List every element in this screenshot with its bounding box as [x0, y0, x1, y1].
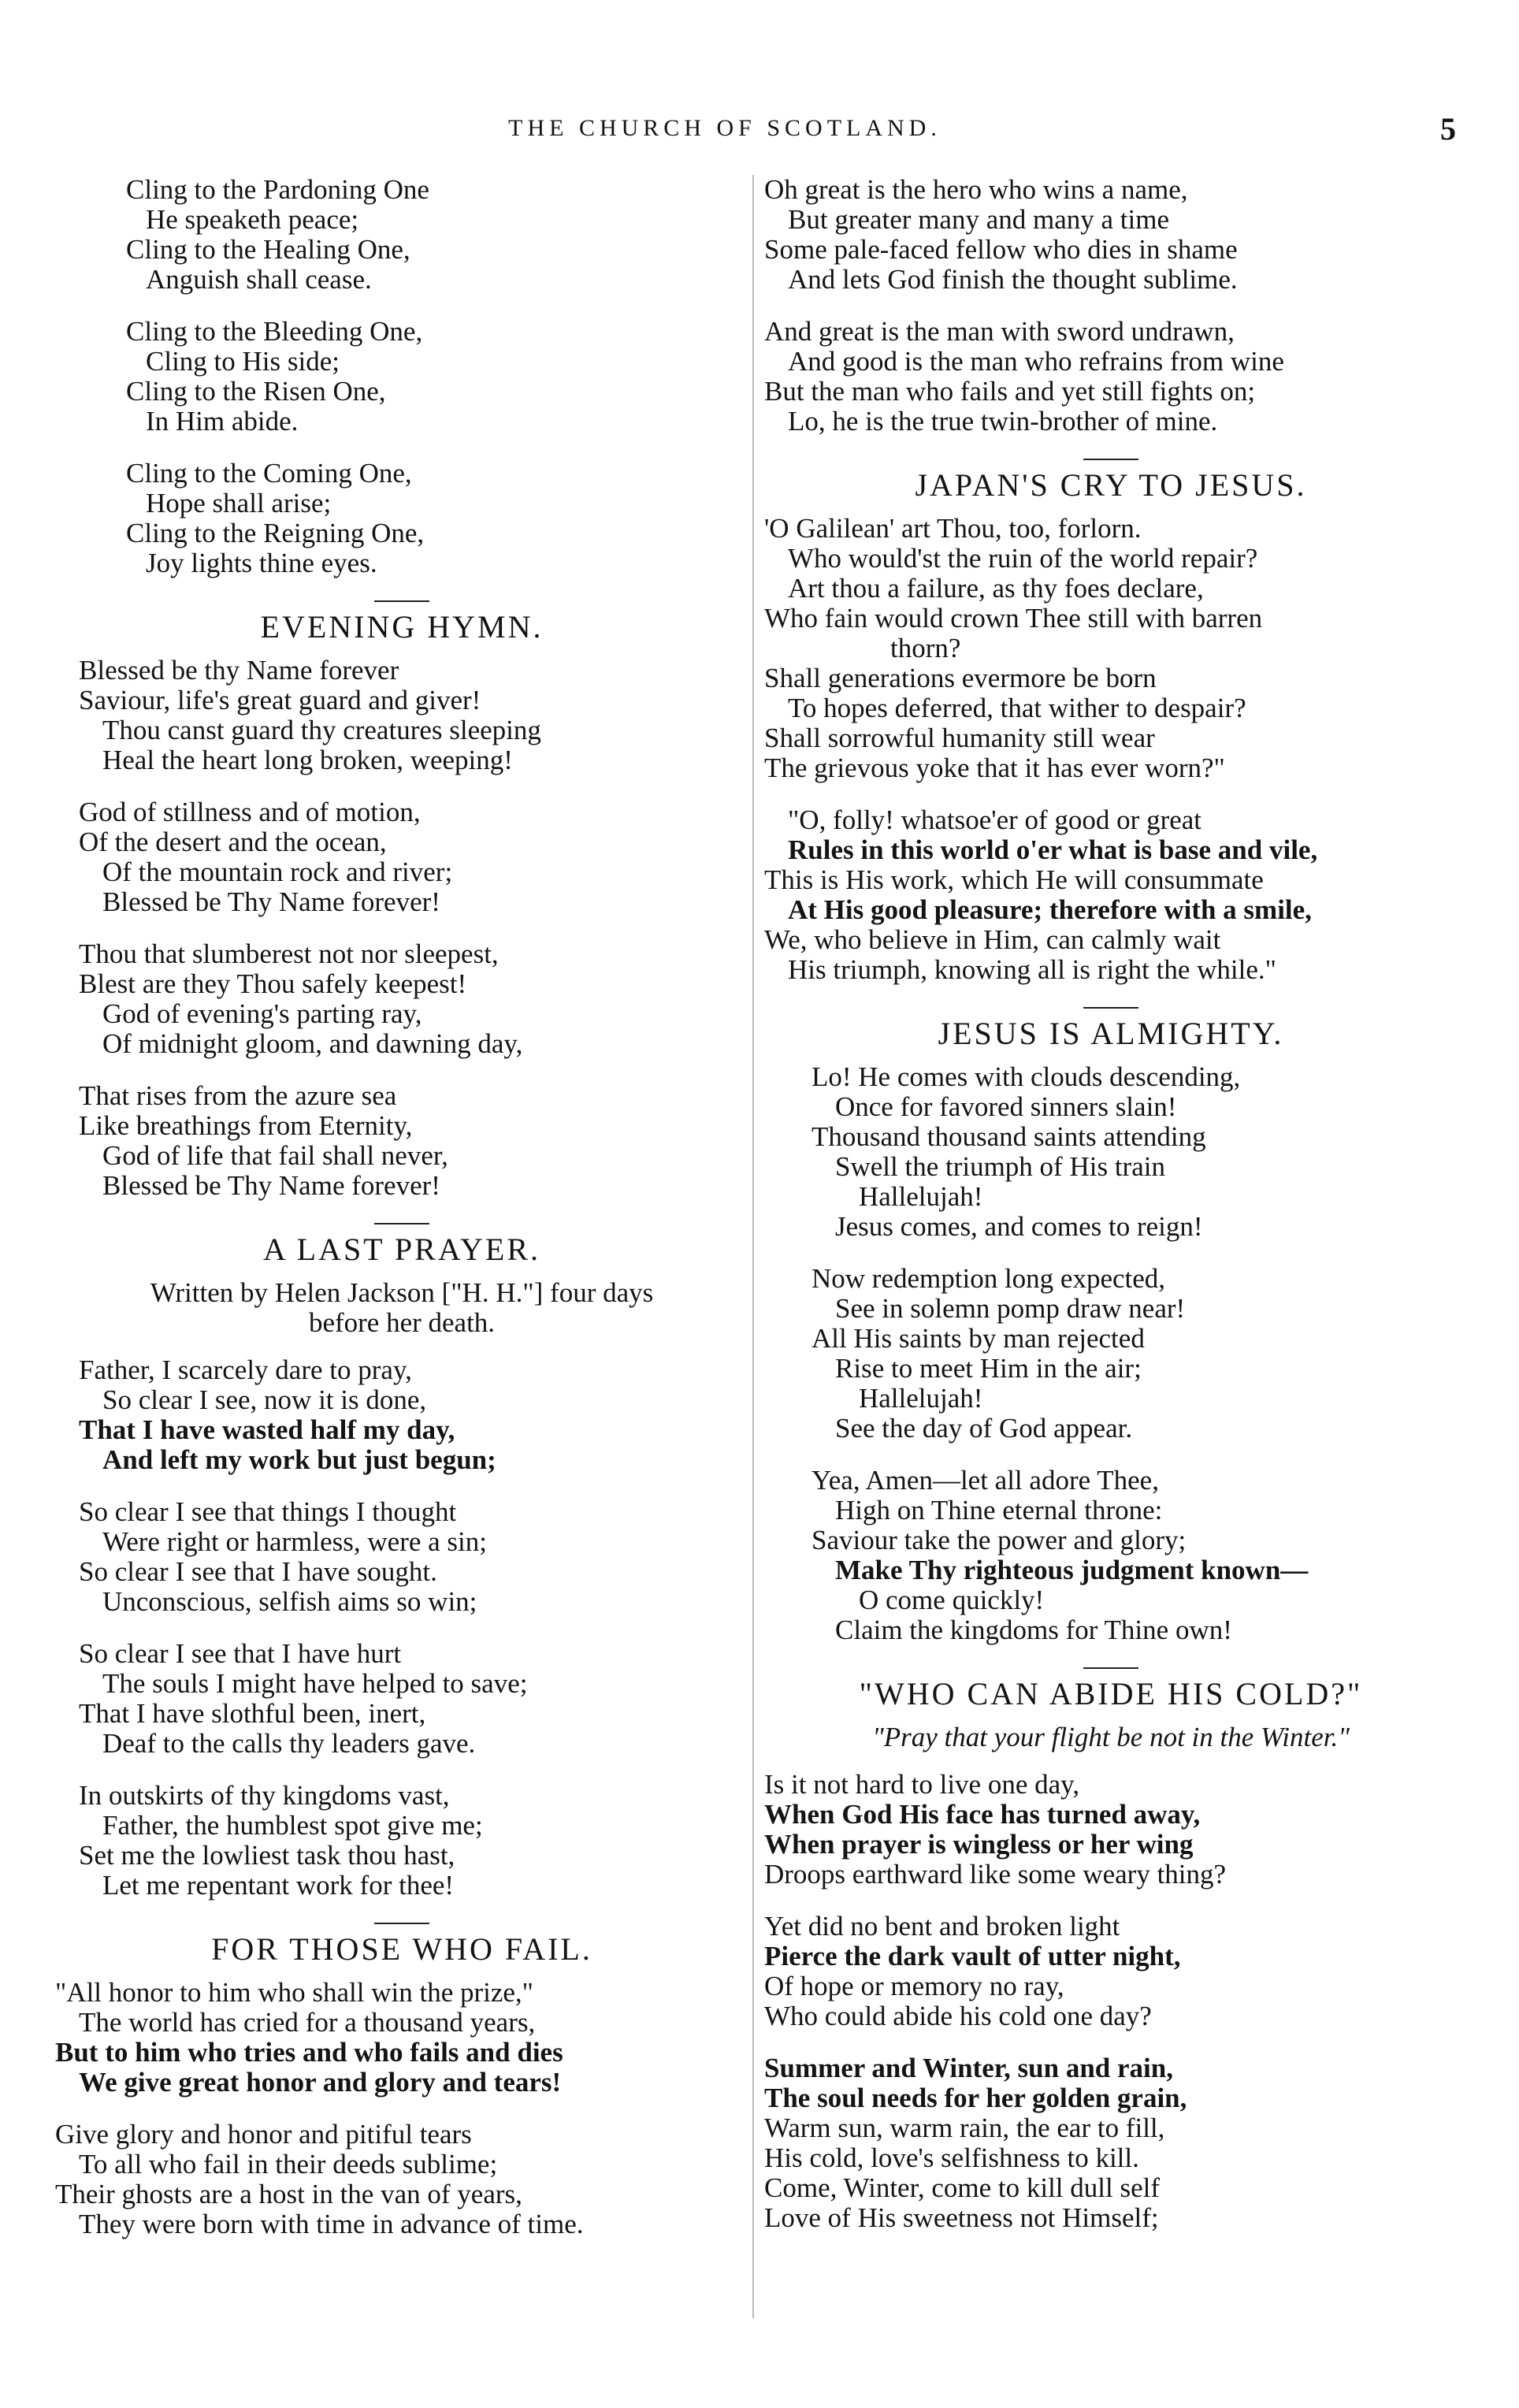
dedication-line: Written by Helen Jackson ["H. H."] four days: [150, 1277, 654, 1308]
poem-line: The grievous yoke that it has ever worn?": [764, 752, 1225, 783]
poem-title: JESUS IS ALMIGHTY.: [764, 1007, 1458, 1051]
poem-line: Yea, Amen—let all adore Thee,: [811, 1465, 1159, 1496]
poem-line: This is His work, which He will consummate: [764, 864, 1264, 895]
poem-line: Give glory and honor and pitiful tears: [55, 2119, 472, 2150]
poem-line: Yet did no bent and broken light: [764, 1911, 1120, 1942]
poem-line: Blessed be Thy Name forever!: [102, 886, 440, 917]
poem-line: Blest are they Thou safely keepest!: [79, 968, 467, 999]
poem-title: "WHO CAN ABIDE HIS COLD?": [764, 1667, 1458, 1711]
poem-line: Cling to the Pardoning One: [126, 174, 429, 205]
poem-line: So clear I see that things I thought: [79, 1496, 457, 1527]
dedication-line: before her death.: [308, 1307, 496, 1338]
poem-line: We, who believe in Him, can calmly wait: [764, 924, 1221, 955]
poem-line: Let me repentant work for thee!: [102, 1870, 455, 1901]
column-divider: [752, 175, 754, 2318]
poem-line: In Him abide.: [146, 406, 299, 437]
poem-line: thorn?: [890, 633, 961, 663]
poem-line: Father, the humblest spot give me;: [102, 1810, 483, 1841]
poem-line: "All honor to him who shall win the prize,": [55, 1977, 533, 2008]
poem-line: Hallelujah!: [859, 1383, 983, 1414]
poem-line: Deaf to the calls thy leaders gave.: [102, 1728, 476, 1759]
poem-dedication: [55, 1278, 748, 1338]
stanza: [764, 1264, 1458, 1444]
poem-line: Rules in this world o'er what is base and vile,: [788, 834, 1318, 865]
poem-title: EVENING HYMN.: [55, 600, 748, 645]
stanza: [55, 1978, 748, 2098]
stanza: [764, 1062, 1458, 1242]
poem-those-who-fail: [55, 1923, 748, 2239]
poem-line: God of evening's parting ray,: [102, 998, 422, 1029]
poem-line: And left my work but just begun;: [102, 1444, 496, 1475]
poem-line: O come quickly!: [859, 1585, 1045, 1615]
poem-line: Set me the lowliest task thou hast,: [79, 1840, 455, 1871]
poem-japan-cry: [764, 459, 1458, 985]
poem-line: And lets God finish the thought sublime.: [788, 264, 1238, 295]
poem-jesus-almighty: [764, 1007, 1458, 1645]
poem-line: Claim the kingdoms for Thine own!: [835, 1615, 1232, 1645]
poem-line: Love of His sweetness not Himself;: [764, 2202, 1159, 2233]
poem-line: Cling to the Risen One,: [126, 376, 386, 407]
poem-line: Cling to His side;: [146, 346, 340, 377]
stanza: [764, 1912, 1458, 2031]
poem-line: So clear I see that I have hurt: [79, 1638, 402, 1669]
stanza: [55, 1355, 748, 1475]
poem-line: Joy lights thine eyes.: [146, 548, 377, 578]
poem-line: Warm sun, warm rain, the ear to fill,: [764, 2113, 1165, 2143]
poem-line: See the day of God appear.: [835, 1413, 1133, 1444]
stanza: [764, 1466, 1458, 1645]
poem-line: High on Thine eternal throne:: [835, 1495, 1163, 1525]
poem-line: "O, folly! whatsoe'er of good or great: [788, 805, 1202, 835]
poem-title: JAPAN'S CRY TO JESUS.: [764, 459, 1458, 503]
poem-line: Shall sorrowful humanity still wear: [764, 723, 1155, 753]
stanza: [764, 805, 1458, 985]
poem-line: Blessed be Thy Name forever!: [102, 1170, 440, 1201]
poem-line: They were born with time in advance of time.: [79, 2209, 584, 2239]
page-number: 5: [1440, 111, 1456, 147]
poem-evening-hymn: [55, 600, 748, 1201]
stanza: [55, 459, 748, 578]
poem-line: Once for favored sinners slain!: [835, 1091, 1177, 1122]
left-column: [55, 175, 748, 2261]
stanza: [55, 175, 748, 295]
poem-line: Is it not hard to live one day,: [764, 1769, 1080, 1800]
poem-line: All His saints by man rejected: [811, 1323, 1145, 1354]
page-header: [0, 110, 1519, 158]
poem-line: Swell the triumph of His train: [835, 1151, 1165, 1182]
poem-line: Saviour, life's great guard and giver!: [79, 685, 481, 715]
poem-line: To hopes deferred, that wither to despair?: [788, 693, 1246, 723]
poem-line: Jesus comes, and comes to reign!: [835, 1211, 1203, 1242]
running-title: THE CHURCH OF SCOTLAND.: [508, 115, 941, 141]
poem-line: Art thou a failure, as thy foes declare,: [788, 573, 1204, 604]
poem-line: But the man who fails and yet still fights on;: [764, 376, 1256, 407]
poem-line: 'O Galilean' art Thou, too, forlorn.: [764, 513, 1142, 544]
poem-line: And great is the man with sword undrawn,: [764, 316, 1235, 347]
poem-epigraph: "Pray that your flight be not in the Winter.": [872, 1722, 1350, 1752]
poem-line: Cling to the Healing One,: [126, 234, 410, 265]
poem-line: So clear I see that I have sought.: [79, 1556, 437, 1587]
stanza: [55, 1639, 748, 1759]
poem-line: He speaketh peace;: [146, 204, 359, 235]
poem-line: Cling to the Coming One,: [126, 458, 412, 489]
poem-line: God of life that fail shall never,: [102, 1140, 448, 1171]
poem-line: Blessed be thy Name forever: [79, 655, 399, 686]
poem-line: That rises from the azure sea: [79, 1080, 397, 1111]
poem-line: Hallelujah!: [859, 1181, 983, 1212]
poem-line: Hope shall arise;: [146, 488, 332, 518]
poem-line: Thousand thousand saints attending: [811, 1121, 1206, 1152]
stanza: [55, 939, 748, 1059]
poem-line: When prayer is wingless or her wing: [764, 1829, 1194, 1860]
poem-line: Summer and Winter, sun and rain,: [764, 2053, 1174, 2083]
stanza: [764, 175, 1458, 295]
poem-line: See in solemn pomp draw near!: [835, 1293, 1186, 1324]
poem-line: Like breathings from Eternity,: [79, 1110, 413, 1141]
right-column: [764, 175, 1458, 2255]
poem-line: Oh great is the hero who wins a name,: [764, 174, 1188, 205]
poem-line: Father, I scarcely dare to pray,: [79, 1354, 412, 1385]
stanza: [55, 656, 748, 775]
stanza: [764, 317, 1458, 437]
poem-line: Cling to the Bleeding One,: [126, 316, 423, 347]
poem-line: At His good pleasure; therefore with a smile,: [788, 894, 1312, 925]
poem-line: We give great honor and glory and tears!: [79, 2067, 562, 2098]
poem-line: That I have wasted half my day,: [79, 1414, 455, 1445]
poem-title: A LAST PRAYER.: [55, 1223, 748, 1267]
stanza: [764, 514, 1458, 783]
poem-line: Rise to meet Him in the air;: [835, 1353, 1142, 1384]
poem-line: Lo, he is the true twin-brother of mine.: [788, 406, 1218, 437]
poem-cling: [55, 175, 748, 578]
poem-line: Thou canst guard thy creatures sleeping: [102, 715, 541, 745]
poem-line: Of the mountain rock and river;: [102, 857, 453, 887]
stanza: [55, 1497, 748, 1617]
poem-line: Make Thy righteous judgment known—: [835, 1555, 1309, 1585]
poem-line: And good is the man who refrains from wine: [788, 346, 1284, 377]
poem-line: In outskirts of thy kingdoms vast,: [79, 1780, 450, 1811]
poem-line: Their ghosts are a host in the van of years,: [55, 2179, 522, 2209]
poem-those-who-fail-continued: [764, 175, 1458, 437]
poem-line: Who could abide his cold one day?: [764, 2001, 1152, 2031]
poem-line: Saviour take the power and glory;: [811, 1525, 1187, 1555]
poem-line: God of stillness and of motion,: [79, 797, 421, 827]
poem-line: Of the desert and the ocean,: [79, 827, 387, 857]
poem-line: So clear I see, now it is done,: [102, 1384, 427, 1415]
stanza: [55, 1781, 748, 1901]
poem-line: Of hope or memory no ray,: [764, 1971, 1064, 2001]
poem-line: The world has cried for a thousand years,: [79, 2007, 536, 2038]
poem-last-prayer: [55, 1223, 748, 1901]
poem-line: Who would'st the ruin of the world repair?: [788, 543, 1258, 574]
poem-line: Thou that slumberest not nor sleepest,: [79, 938, 499, 969]
poem-abide-cold: [764, 1667, 1458, 2233]
poem-line: Come, Winter, come to kill dull self: [764, 2172, 1161, 2203]
poem-line: Lo! He comes with clouds descending,: [811, 1061, 1241, 1092]
poem-line: Who fain would crown Thee still with barren: [764, 603, 1263, 634]
poem-line: Anguish shall cease.: [146, 264, 372, 295]
stanza: [764, 2053, 1458, 2233]
poem-line: The soul needs for her golden grain,: [764, 2083, 1187, 2113]
poem-line: Some pale-faced fellow who dies in shame: [764, 234, 1238, 265]
poem-line: Heal the heart long broken, weeping!: [102, 745, 513, 775]
poem-line: Cling to the Reigning One,: [126, 518, 425, 548]
poem-line: But to him who tries and who fails and dies: [55, 2037, 563, 2068]
poem-line: His cold, love's selfishness to kill.: [764, 2142, 1139, 2173]
poem-line: Droops earthward like some weary thing?: [764, 1859, 1227, 1890]
poem-line: Unconscious, selfish aims so win;: [102, 1586, 477, 1617]
poem-line: To all who fail in their deeds sublime;: [79, 2149, 498, 2179]
stanza: [55, 2120, 748, 2239]
poem-line: Pierce the dark vault of utter night,: [764, 1941, 1181, 1971]
poem-line: Now redemption long expected,: [811, 1263, 1166, 1294]
poem-line: But greater many and many a time: [788, 204, 1170, 235]
stanza: [55, 317, 748, 437]
poem-line: When God His face has turned away,: [764, 1799, 1201, 1830]
poem-title: FOR THOSE WHO FAIL.: [55, 1923, 748, 1967]
stanza: [764, 1770, 1458, 1890]
poem-line: Of midnight gloom, and dawning day,: [102, 1028, 523, 1059]
poem-line: Were right or harmless, were a sin;: [102, 1526, 487, 1557]
stanza: [55, 1081, 748, 1201]
poem-line: Shall generations evermore be born: [764, 663, 1157, 693]
poem-line: That I have slothful been, inert,: [79, 1698, 426, 1729]
poem-line: The souls I might have helped to save;: [102, 1668, 528, 1699]
stanza: [55, 797, 748, 917]
poem-line: His triumph, knowing all is right the while.": [788, 954, 1276, 985]
